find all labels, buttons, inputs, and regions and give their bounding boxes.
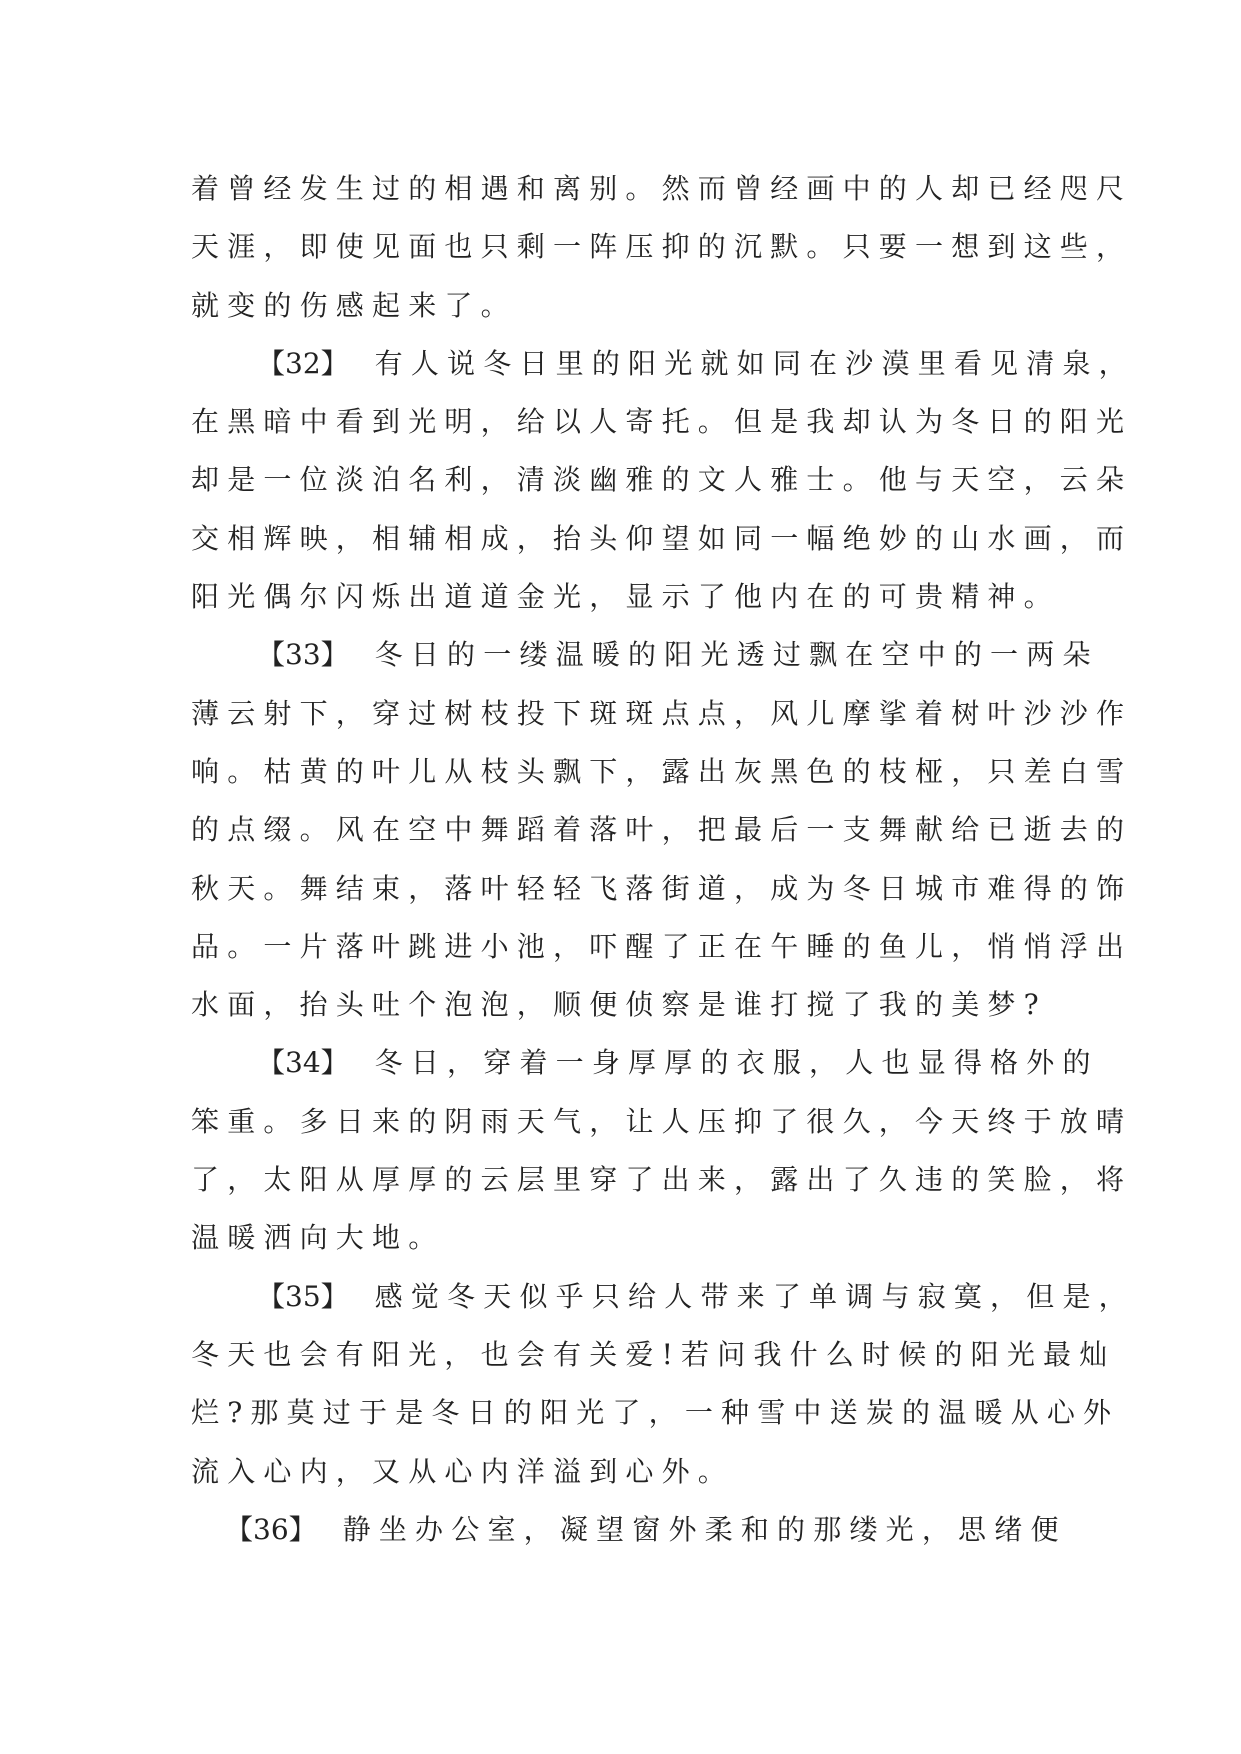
paragraph-line: 响。枯黄的叶儿从枝头飘下，露出灰黑色的枝桠，只差白雪	[191, 754, 1133, 788]
paragraph-line: 温暖洒向大地。	[191, 1221, 445, 1255]
paragraph-line: 着曾经发生过的相遇和离别。然而曾经画中的人却已经咫尺	[191, 172, 1133, 205]
paragraph-text: 有人说冬日里的阳光就如同在沙漠里看见清泉，	[374, 346, 1135, 380]
paragraph-line: 烂?那莫过于是冬日的阳光了，一种雪中送炭的温暖从心外	[191, 1396, 1120, 1430]
paragraph-number: 【36】	[225, 1512, 317, 1546]
paragraph-line: 在黑暗中看到光明，给以人寄托。但是我却认为冬日的阳光	[191, 405, 1133, 439]
paragraph-line: 流入心内，又从心内洋溢到心外。	[191, 1454, 735, 1488]
paragraph-line: 阳光偶尔闪烁出道道金光，显示了他内在的可贵精神。	[191, 580, 1060, 614]
paragraph-line: 秋天。舞结束，落叶轻轻飞落街道，成为冬日城市难得的饰	[191, 871, 1133, 905]
paragraph-text: 冬日的一缕温暖的阳光透过飘在空中的一两朵	[374, 638, 1099, 672]
paragraph-text: 静坐办公室，凝望窗外柔和的那缕光，思绪便	[342, 1512, 1067, 1546]
document-body	[191, 160, 1135, 1559]
paragraph-line: 了，太阳从厚厚的云层里穿了出来，露出了久违的笑脸，将	[191, 1163, 1133, 1197]
paragraph-line: 交相辉映，相辅相成，抬头仰望如同一幅绝妙的山水画，而	[191, 521, 1133, 555]
paragraph-line: 薄云射下，穿过树枝投下斑斑点点，风儿摩挲着树叶沙沙作	[191, 696, 1133, 730]
paragraph-number: 【32】	[257, 346, 349, 380]
paragraph-first-line	[191, 335, 1135, 393]
paragraph-number: 【33】	[257, 638, 349, 672]
paragraph-line: 品。一片落叶跳进小池，吓醒了正在午睡的鱼儿，悄悄浮出	[191, 929, 1133, 963]
paragraph-line: 就变的伤感起来了。	[191, 288, 517, 322]
paragraph-line: 天涯，即使见面也只剩一阵压抑的沉默。只要一想到这些，	[191, 230, 1133, 264]
paragraph-line: 冬天也会有阳光，也会有关爱!若问我什么时候的阳光最灿	[191, 1337, 1116, 1371]
paragraph-line: 笨重。多日来的阴雨天气，让人压抑了很久，今天终于放晴	[191, 1104, 1133, 1138]
paragraph-first-line	[191, 626, 1099, 684]
paragraph-line: 的点缀。风在空中舞蹈着落叶，把最后一支舞献给已逝去的	[191, 813, 1133, 847]
paragraph-number: 【35】	[257, 1279, 349, 1313]
paragraph-first-line	[191, 1034, 1099, 1092]
paragraph-text: 冬日，穿着一身厚厚的衣服，人也显得格外的	[374, 1046, 1099, 1080]
paragraph-line: 水面，抬头吐个泡泡，顺便侦察是谁打搅了我的美梦?	[191, 988, 1047, 1022]
paragraph-text: 感觉冬天似乎只给人带来了单调与寂寞，但是，	[374, 1279, 1135, 1313]
paragraph-number: 【34】	[257, 1046, 349, 1080]
paragraph-line: 却是一位淡泊名利，清淡幽雅的文人雅士。他与天空，云朵	[191, 463, 1133, 497]
paragraph-first-line	[191, 1501, 1067, 1559]
paragraph-first-line	[191, 1268, 1135, 1326]
